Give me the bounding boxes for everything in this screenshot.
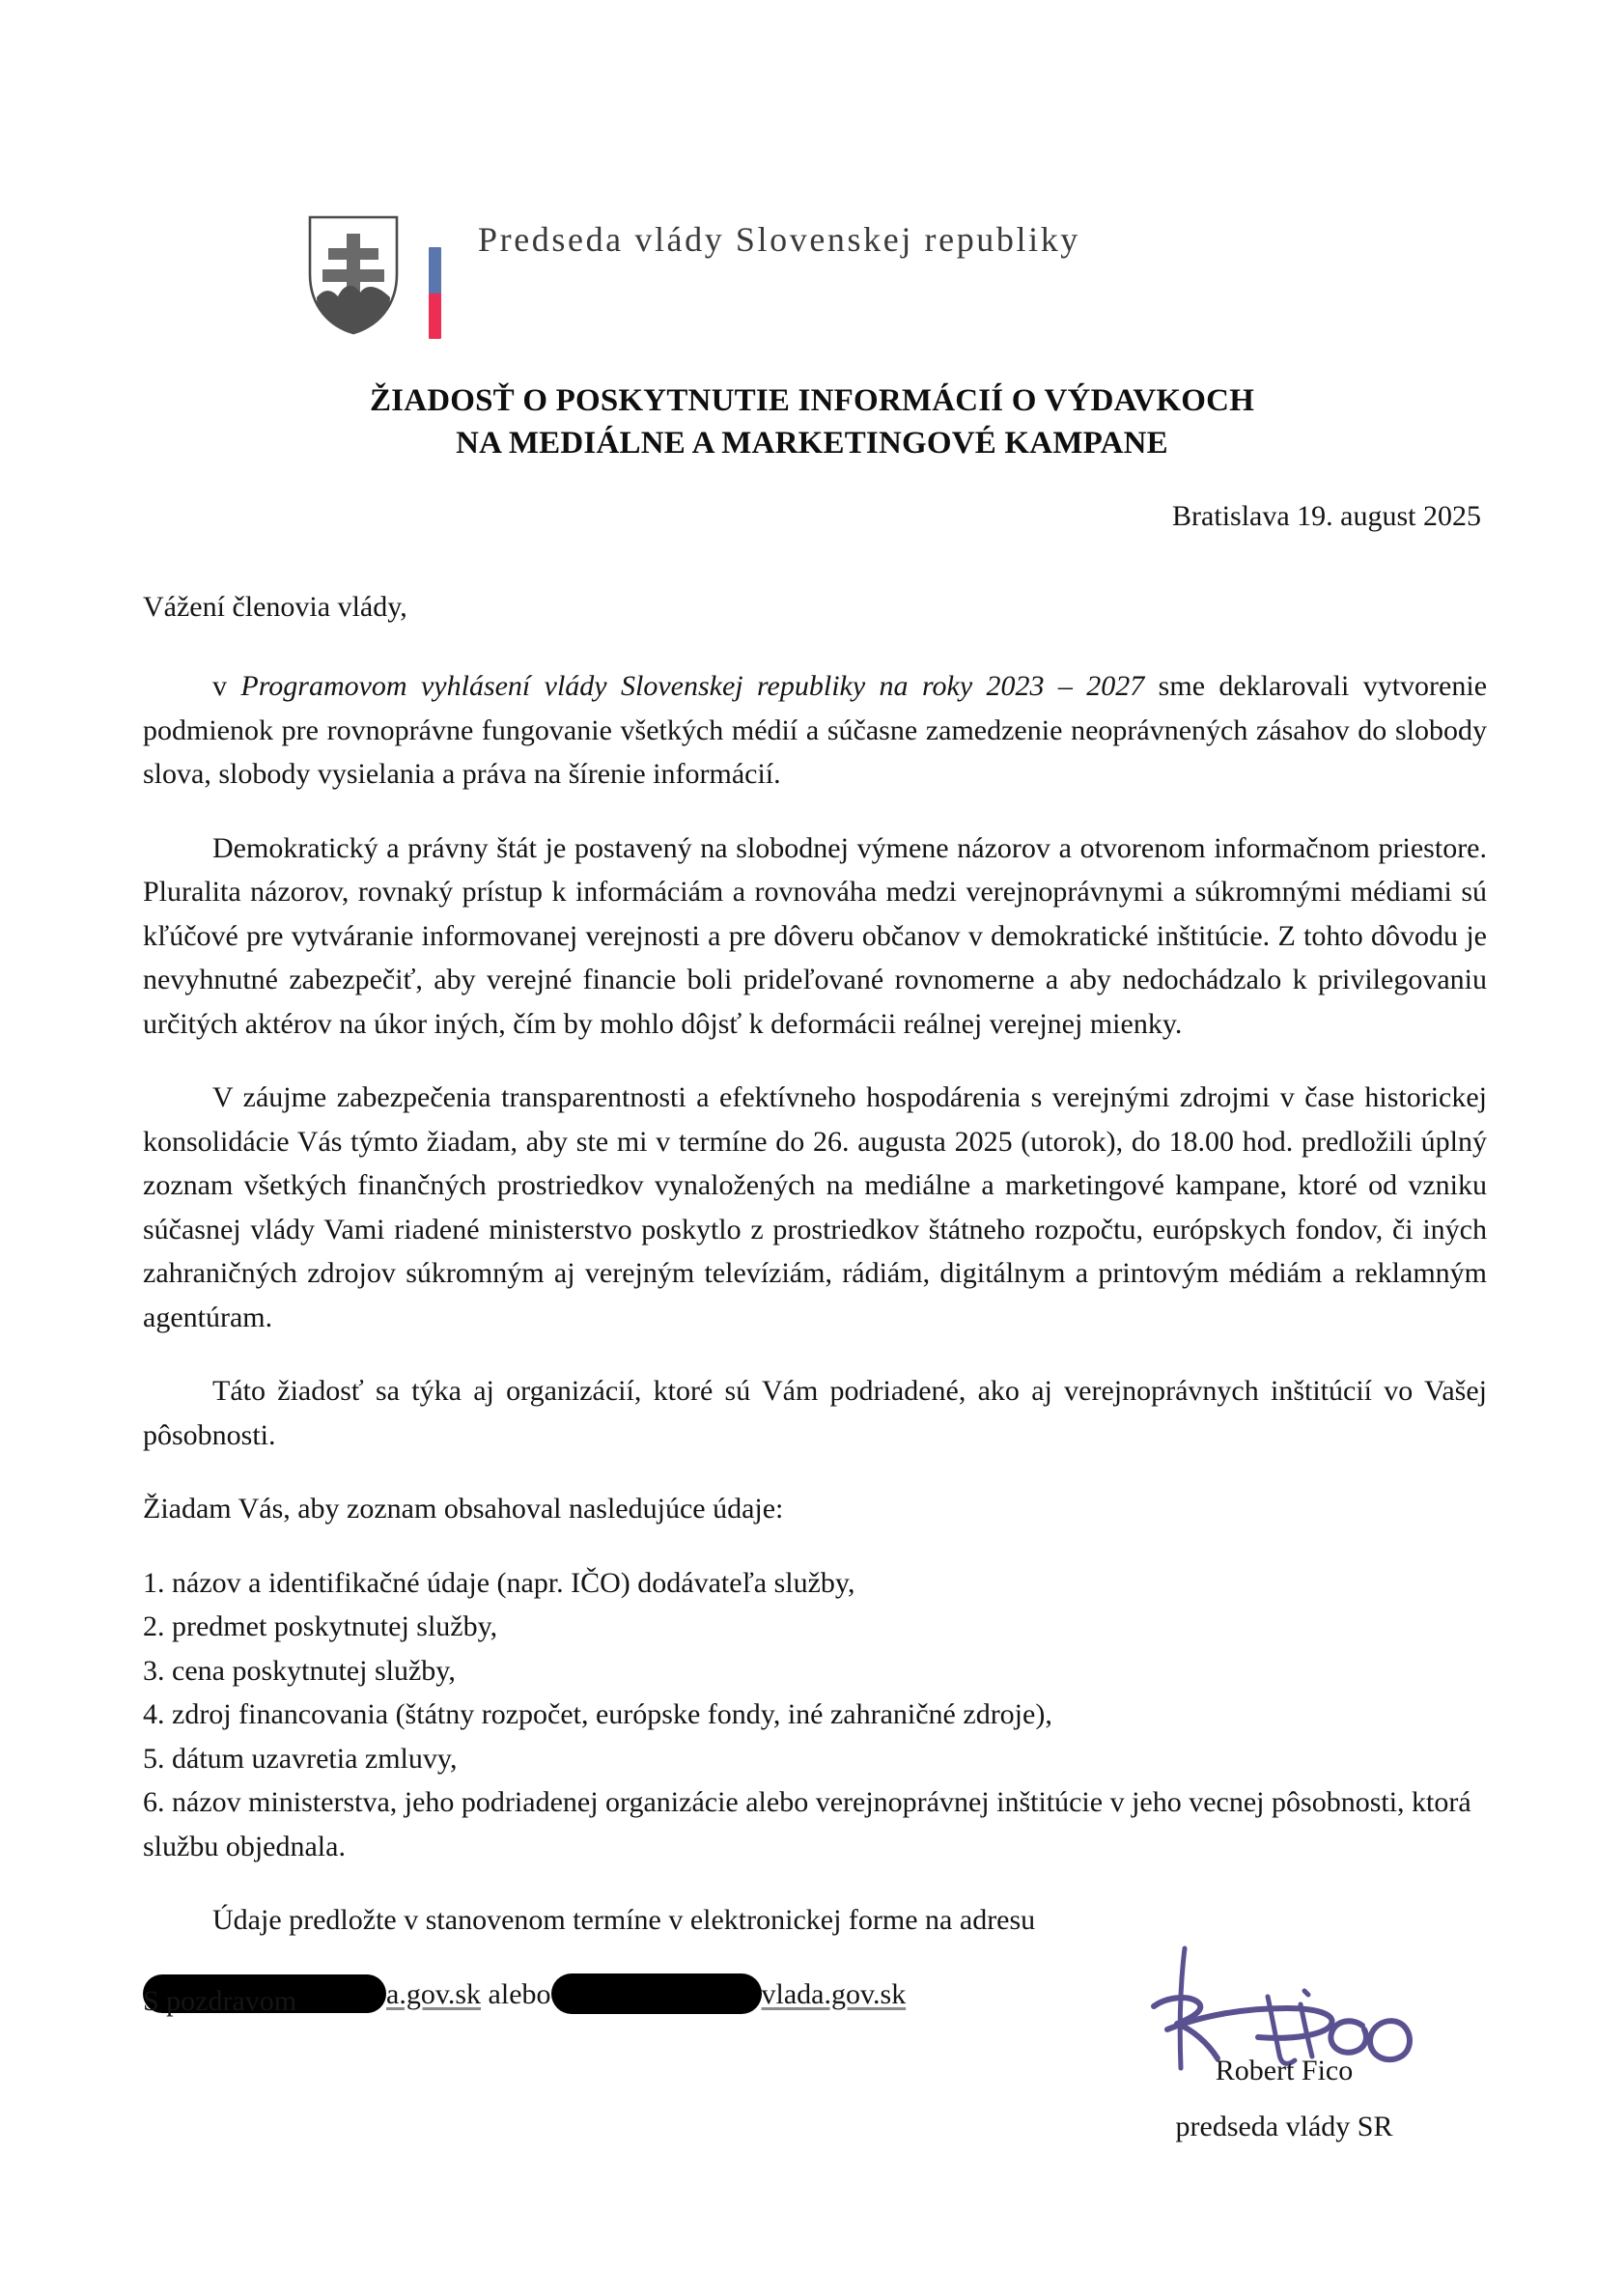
request-intro: Žiadam Vás, aby zoznam obsahoval nasledujúce údaje: [143, 1493, 784, 1525]
list-item: 2. predmet poskytnutej služby, [143, 1610, 498, 1642]
dateline: Bratislava 19. august 2025 [1172, 500, 1481, 532]
signer-role: predseda vlády SR [1175, 2111, 1393, 2142]
list-item: 1. názov a identifikačné údaje (napr. IČO) dodávateľa služby, [143, 1566, 855, 1599]
letterhead [307, 214, 1080, 339]
program-declaration-title: Programovom vyhlásení vlády Slovenskej republiky na roky 2023 – 2027 [240, 670, 1145, 702]
slovak-flag-bar-icon [429, 247, 441, 339]
email-1-suffix[interactable]: a.gov.sk [386, 1977, 482, 2010]
organization-title: Predseda vlády Slovenskej republiky [478, 220, 1080, 259]
salutation: Vážení členovia vlády, [143, 591, 407, 623]
letter-body [143, 664, 1487, 2017]
submission-instructions: Údaje predložte v stanovenom termíne v elektronickej forme na adresu [212, 1904, 1036, 1936]
email-conjunction: alebo [481, 1977, 551, 2010]
document-title-line1: ŽIADOSŤ O POSKYTNUTIE INFORMÁCIÍ O VÝDAVKOCH [369, 383, 1255, 418]
required-data-list [143, 1561, 1487, 1869]
redaction-bar-email-2 [551, 1973, 762, 2014]
valediction: S pozdravom [143, 1985, 297, 2017]
paragraph-2: Demokratický a právny štát je postavený na slobodnej výmene názorov a otvorenom informačnom priestore. Pluralita názorov, rovnaký prístup k informáciám a rovnováha medzi verejnoprávnymi a súkromnými médiami sú kľúčové pre vytváranie informovanej verejnosti a pre dôveru občanov v demokratické inštitúcie. Z tohto dôvodu je nevyhnutné zabezpečiť, aby verejné financie boli prideľované rovnomerne a aby nedochádzalo k privilegovaniu určitých aktérov na úkor iných, čím by mohlo dôjsť k deformácii reálnej verejnej mienky. [143, 831, 1487, 1040]
list-item: 4. zdroj financovania (štátny rozpočet, európske fondy, iné zahraničné zdroje), [143, 1698, 1052, 1730]
document-title [0, 379, 1624, 464]
paragraph-3: V záujme zabezpečenia transparentnosti a efektívneho hospodárenia s verejnými zdrojmi v čase historickej konsolidácie Vás týmto žiadam, aby ste mi v termíne do 26. augusta 2025 (utorok), do 18.00 hod. predložili úplný zoznam všetkých finančných prostriedkov vynaložených na mediálne a marketingové kampane, ktoré od vzniku súčasnej vlády Vami riadené ministerstvo poskytlo z prostriedkov štátneho rozpočtu, európskych fondov, či iných zahraničných zdrojov súkromným aj verejným televíziám, rádiám, digitálnym a printovým médiám a reklamným agentúram. [143, 1081, 1487, 1333]
document-title-line2: NA MEDIÁLNE A MARKETINGOVÉ KAMPANE [456, 426, 1168, 461]
list-item: 3. cena poskytnutej služby, [143, 1654, 456, 1687]
p1-rest: sme deklarovali vytvorenie podmienok pre rovnoprávne fungovanie všetkých médií a súčasne zamedzenie neoprávnených zásahov do slobody slova, slobody vysielania a práva na šírenie informácií. [143, 670, 1488, 790]
slovak-coat-of-arms-icon [307, 214, 400, 336]
list-item: 6. názov ministerstva, jeho podriadenej organizácie alebo verejnoprávnej inštitúcie v jeho vecnej pôsobnosti, ktorá službu objednala. [143, 1786, 1471, 1862]
signature-block [1081, 1941, 1487, 2147]
paragraph-4: Táto žiadosť sa týka aj organizácií, ktoré sú Vám podriadené, ako aj verejnoprávnych inštitúcií vo Vašej pôsobnosti. [143, 1375, 1487, 1451]
list-item: 5. dátum uzavretia zmluvy, [143, 1742, 458, 1775]
email-2-suffix[interactable]: vlada.gov.sk [761, 1977, 907, 2010]
p1-lead: v [212, 670, 241, 702]
paragraph-1 [143, 664, 1487, 797]
signer-name: Robert Fico [1215, 2055, 1354, 2086]
